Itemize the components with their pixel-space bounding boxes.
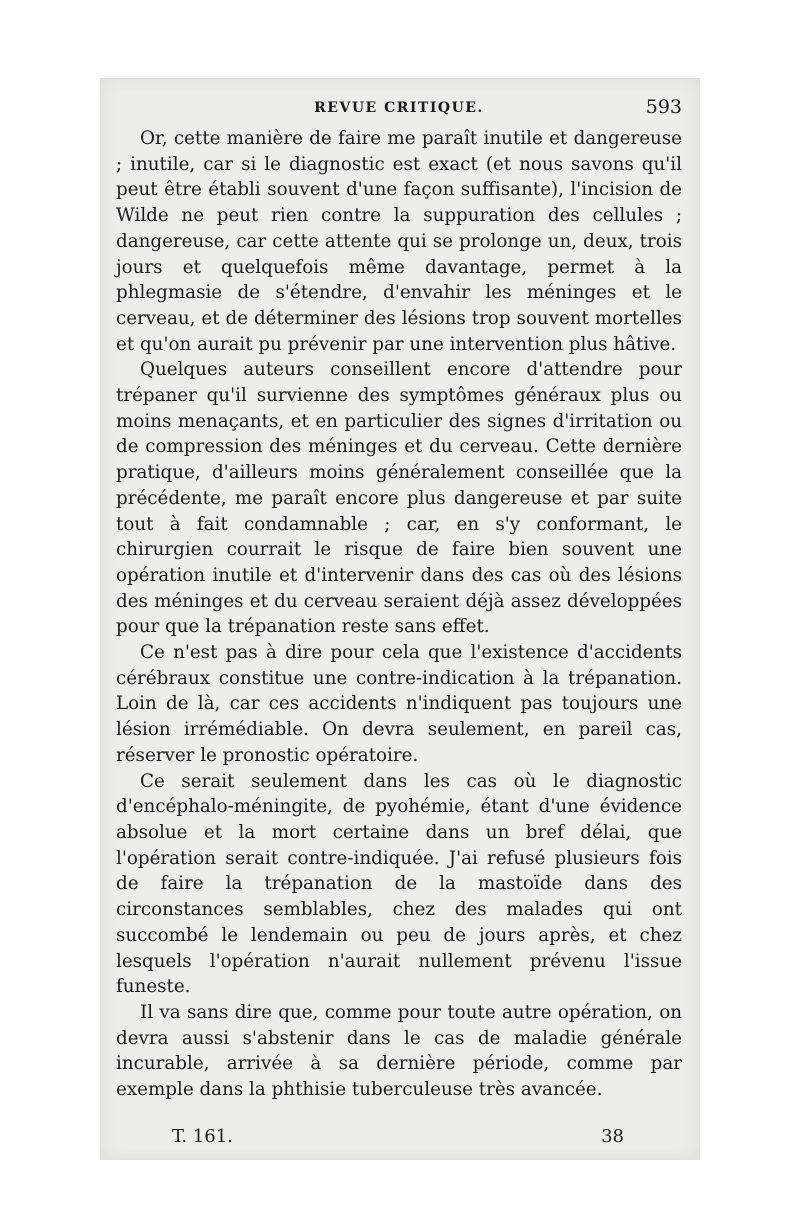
paragraph-4: Ce serait seulement dans les cas où le diagnostic d'encéphalo-méningite, de pyohémie, étant d'une évidence absolue et la mort certaine dans un bref délai, que l'opération serait contre-indiquée. J'ai refusé plusieurs fois de faire la trépanation de la mastoïde dans des circonstances semblables, chez des malades qui ont succombé le lendemain ou peu de jours après, et chez lesquels l'opération n'aurait nullement prévenu l'issue funeste. bbox=[116, 770, 682, 998]
paragraph-3: Ce n'est pas à dire pour cela que l'existence d'accidents cérébraux constitue une contre-indication à la trépanation. Loin de là, car ces accidents n'indiquent pas toujours une lésion irrémédiable. On devra seulement, en pareil cas, réserver le pronostic opératoire. bbox=[116, 642, 682, 766]
paragraph-1: Or, cette manière de faire me paraît inutile et dangereuse ; inutile, car si le diagnostic est exact (et nous savons qu'il peut être établi souvent d'une façon suffisante), l'incision de Wilde ne peut rien contre la suppuration des cellules ; dangereuse, car cette attente qui se prolonge un, deux, trois jours et quelquefois même davantage, permet à la phlegmasie de s'étendre, d'envahir les méninges et le cerveau, et de déterminer des lésions trop souvent mortelles et qu'on aurait pu prévenir par une intervention plus hâtive. bbox=[116, 128, 682, 355]
page-footer bbox=[172, 1126, 624, 1152]
paragraph-2: Quelques auteurs conseillent encore d'attendre pour trépaner qu'il survienne des symptômes généraux plus ou moins menaçants, et en particulier des signes d'irritation ou de compression des méninges et du cerveau. Cette dernière pratique, d'ailleurs moins généralement conseillée que la précédente, me paraît encore plus dangereuse et par suite tout à fait condamnable ; car, en s'y conformant, le chirurgien courrait le risque de faire bien souvent une opération inutile et d'intervenir dans des cas où des lésions des méninges et du cerveau seraient déjà assez développées pour que la trépanation reste sans effet. bbox=[116, 359, 682, 638]
volume-label: T. 161. bbox=[172, 1126, 233, 1147]
paragraph-5: Il va sans dire que, comme pour toute autre opération, on devra aussi s'abstenir dans le cas de maladie générale incurable, arrivée à sa dernière période, comme par exemple dans la phthisie tuberculeuse très avancée. bbox=[116, 1001, 682, 1101]
book-page bbox=[100, 78, 700, 1160]
body-text bbox=[116, 126, 682, 1103]
running-title: REVUE CRITIQUE. bbox=[314, 100, 484, 116]
page-number: 593 bbox=[645, 96, 682, 118]
page-header bbox=[116, 94, 682, 124]
signature-mark: 38 bbox=[601, 1126, 624, 1147]
